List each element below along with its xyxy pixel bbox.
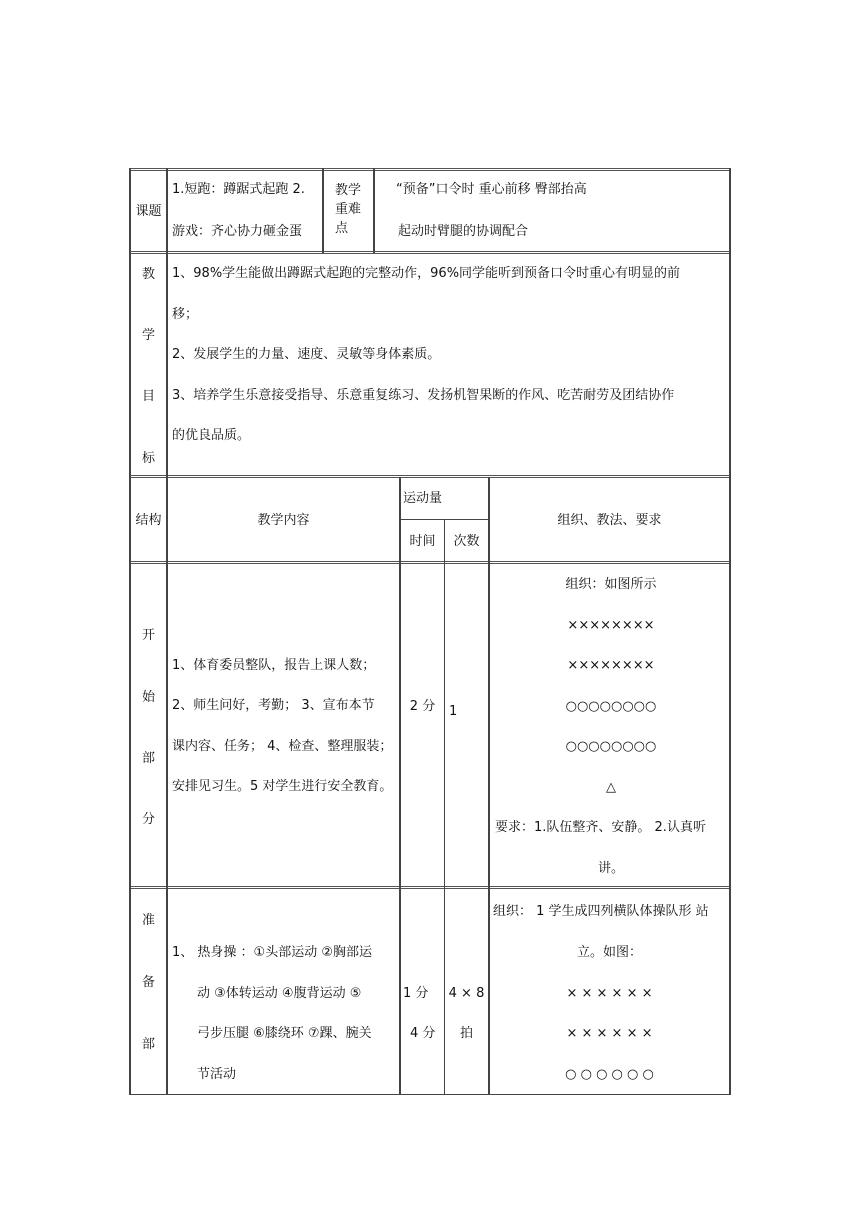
start-formation-row: ×××××××× (567, 658, 655, 673)
key-label-3: 点 (335, 221, 349, 236)
start-formation-row: ○○○○○○○○ (565, 699, 657, 714)
start-content-line: 1、体育委员整队，报告上课人数； (172, 658, 376, 673)
goal-line: 2、发展学生的力量、速度、灵敏等身体素质。 (172, 347, 441, 362)
row-divider-start (129, 886, 731, 889)
goal-line: 的优良品质。 (172, 428, 251, 443)
goals-label-char: 学 (141, 328, 155, 343)
goal-line: 1、98%学生能做出蹲踞式起跑的完整动作，96%同学能听到预备口令时重心有明显的前 (172, 266, 681, 281)
start-label-char: 部 (141, 751, 155, 766)
prep-time: 4 分 (410, 1026, 436, 1041)
start-content-line: 课内容、任务； 4、检查、整理服装； (172, 739, 393, 754)
prep-label-char: 准 (141, 913, 155, 928)
goals-label-char: 教 (141, 267, 155, 282)
start-label-char: 开 (141, 628, 155, 643)
prep-count: 拍 (459, 1026, 473, 1041)
key-label-1: 教学 (335, 183, 362, 198)
table-bottom-edge (129, 1094, 731, 1095)
prep-label-char: 备 (141, 975, 155, 990)
prep-formation-row: × × × × × × (566, 1026, 653, 1041)
col-header-count: 次数 (453, 534, 480, 549)
prep-content-line: 动 ③体转运动 ④腹背运动 ⑤ (197, 986, 362, 1001)
topic-line-2: 游戏：齐心协力砸金蛋 (172, 224, 303, 239)
goals-label-char: 标 (141, 451, 155, 466)
prep-method-line: 立。如图： (576, 945, 642, 960)
col-divider-content (399, 477, 401, 1095)
start-content-line: 安排见习生。5 对学生进行安全教育。 (172, 779, 393, 794)
start-time: 2 分 (409, 699, 436, 714)
col-header-structure: 结构 (135, 513, 162, 528)
goal-line: 移； (172, 307, 199, 322)
start-requirement-line: 讲。 (597, 861, 624, 876)
table-top-border (129, 168, 731, 171)
goal-line: 3、培养学生乐意接受指导、乐意重复练习、发扬机智果断的作风、吃苦耐劳及团结协作 (172, 388, 675, 403)
key-point-line-2: 起动时臂腿的协调配合 (398, 224, 529, 239)
col-divider-label (166, 168, 168, 1095)
key-label-2: 重难 (335, 202, 362, 217)
col-header-content: 教学内容 (257, 513, 310, 528)
start-formation-row: ×××××××× (567, 618, 655, 633)
col-divider-time (444, 519, 445, 1095)
col-divider-key (373, 168, 375, 253)
col-header-method: 组织、教法、要求 (557, 513, 662, 528)
prep-time: 1 分 (403, 986, 429, 1001)
prep-formation-row: × × × × × × (566, 986, 653, 1001)
col-header-load: 运动量 (403, 491, 443, 506)
start-requirement-line: 要求：1.队伍整齐、安静。 2.认真听 (495, 820, 706, 835)
teacher-marker: △ (606, 780, 616, 795)
col-header-time: 时间 (409, 534, 436, 549)
prep-label-char: 部 (141, 1037, 155, 1052)
prep-count: 4 × 8 (448, 986, 485, 1001)
start-label-char: 分 (141, 812, 155, 827)
topic-line-1: 1.短跑：蹲踞式起跑 2. (172, 182, 305, 197)
col-divider-topic (322, 168, 324, 253)
row-divider-goals (129, 475, 731, 478)
prep-content-line: 弓步压腿 ⑥膝绕环 ⑦踝、腕关 (197, 1026, 372, 1041)
start-content-line: 2、师生问好，考勤； 3、宣布本节 (172, 698, 375, 713)
start-label-char: 始 (141, 690, 155, 705)
row-divider-columns (129, 561, 731, 564)
key-point-line-1: “预备”口令时 重心前移 臀部抬高 (396, 182, 587, 197)
prep-content-line: 1、 热身操 ：①头部运动 ②胸部运 (172, 945, 372, 960)
start-method-line: 组织：如图所示 (565, 577, 657, 592)
prep-content-line: 节活动 (197, 1067, 237, 1082)
start-count: 1 (449, 704, 458, 719)
start-formation-row: ○○○○○○○○ (565, 739, 657, 754)
goals-label-char: 目 (141, 389, 155, 404)
prep-method-line: 组织： 1 学生成四列横队体操队形 站 (493, 904, 709, 919)
prep-formation-row: ○ ○ ○ ○ ○ ○ (565, 1067, 654, 1082)
row-divider-header (129, 251, 731, 254)
topic-label: 课题 (135, 204, 162, 219)
